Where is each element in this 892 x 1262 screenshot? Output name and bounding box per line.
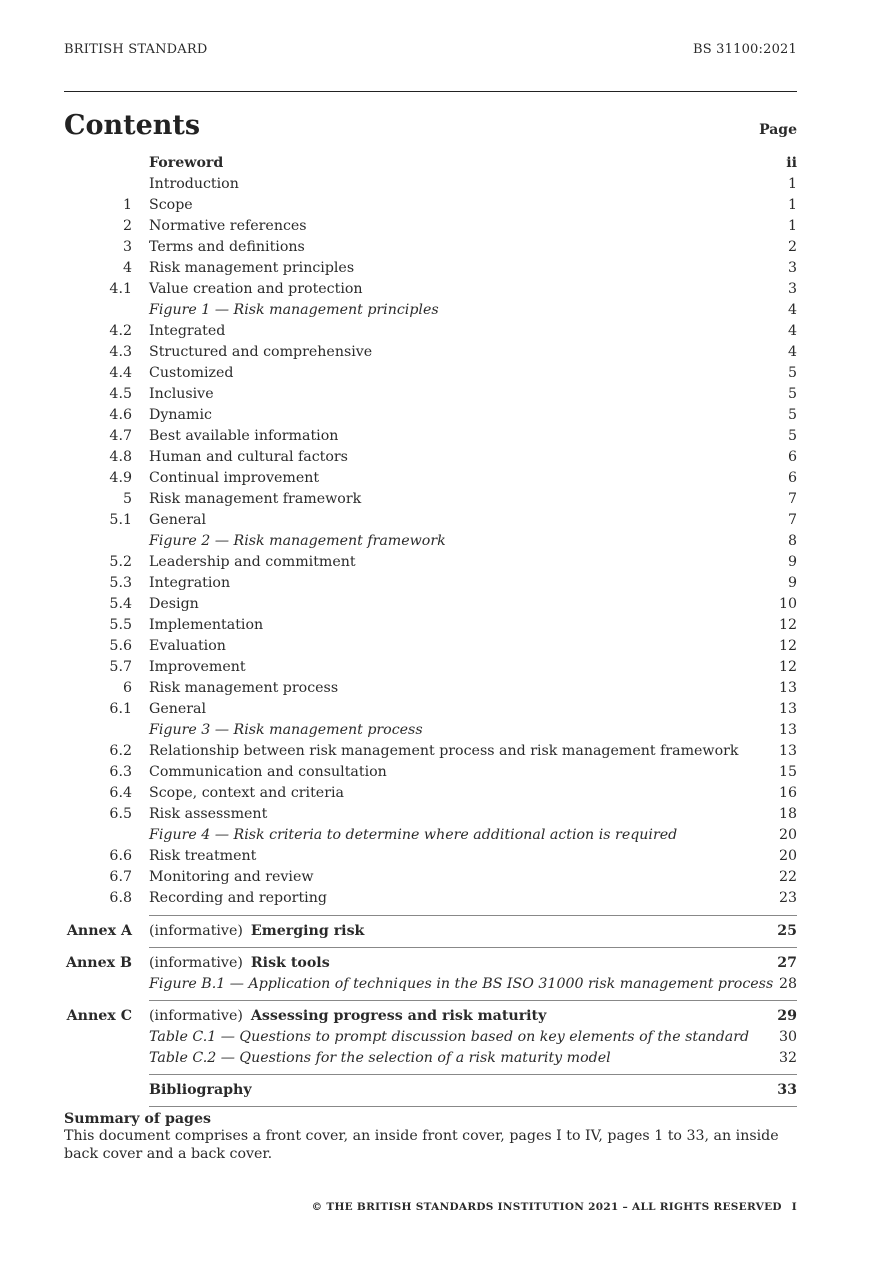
toc-annex-subentry[interactable] (64, 974, 797, 995)
toc-entry-number: 6.2 (109, 743, 132, 759)
toc-entry-title: Risk management framework (149, 491, 362, 507)
annex-kind: (informative) (149, 1008, 243, 1024)
toc-annex (66, 1000, 797, 1074)
toc-entry-page: 5 (787, 386, 797, 402)
toc-entry[interactable] (64, 846, 797, 867)
page-column-label: Page (759, 122, 797, 138)
toc-entry-title: Figure 4 — Risk criteria to determine where additional action is required (149, 827, 678, 843)
toc-entry[interactable] (64, 636, 797, 657)
toc-entry[interactable] (64, 678, 797, 699)
header-left: BRITISH STANDARD (64, 42, 208, 57)
toc-entry[interactable] (64, 615, 797, 636)
toc-entry-page: 1 (787, 197, 797, 213)
toc-entry-title: Best available information (149, 428, 339, 444)
page-number: I (791, 1201, 797, 1213)
toc-figure-entry[interactable] (64, 531, 797, 552)
toc-entry-title: Figure 2 — Risk management framework (149, 533, 446, 549)
toc-entry-title: Scope (149, 197, 193, 213)
annex-subentry-page: 30 (778, 1029, 797, 1045)
toc-entry-title: Continual improvement (149, 470, 320, 486)
toc-entry-page: 13 (778, 722, 797, 738)
toc-entry-title: Integrated (149, 323, 226, 339)
annex-page: 25 (777, 923, 797, 939)
annex-title-group (149, 923, 364, 939)
toc-entry[interactable] (64, 237, 797, 258)
toc-entry[interactable] (64, 321, 797, 342)
toc-bibliography (149, 1074, 797, 1106)
toc-entry-number: 6.5 (109, 806, 132, 822)
toc-entry[interactable] (64, 153, 797, 174)
toc-entry-title: Risk treatment (149, 848, 257, 864)
toc-entry-title: Scope, context and criteria (149, 785, 344, 801)
toc-entry-number: 3 (122, 239, 132, 255)
annex-subentry-page: 28 (778, 976, 797, 992)
toc-annex-entry[interactable] (64, 1006, 797, 1027)
header-rule (64, 91, 797, 92)
annex-subentry-title: Figure B.1 — Application of techniques in the BS ISO 31000 risk management process (149, 976, 774, 992)
toc-entry-page: 2 (787, 239, 797, 255)
toc-entry-title: Evaluation (149, 638, 226, 654)
toc-entry-page: 12 (778, 659, 797, 675)
toc-entry-title: Risk management principles (149, 260, 355, 276)
toc-entry[interactable] (64, 510, 797, 531)
toc-entry-page: 12 (778, 638, 797, 654)
annex-subentry-title: Table C.1 — Questions to prompt discussion based on key elements of the standard (149, 1029, 750, 1045)
toc-entry[interactable] (64, 426, 797, 447)
toc-entry-title: Communication and consultation (149, 764, 387, 780)
toc-entry-page: 10 (778, 596, 797, 612)
annex-page: 29 (777, 1008, 797, 1024)
toc-entry-number: 4 (122, 260, 132, 276)
annex-kind: (informative) (149, 923, 243, 939)
toc-entry-page: 7 (787, 491, 797, 507)
toc-entry-page: 13 (778, 743, 797, 759)
toc-entry-number: 6.6 (109, 848, 132, 864)
toc-entry-number: 5.1 (109, 512, 132, 528)
toc-entry-title: Risk assessment (149, 806, 268, 822)
toc-annex-entry[interactable] (64, 921, 797, 942)
toc-entry-title: Figure 1 — Risk management principles (149, 302, 439, 318)
toc-entry-number: 5.2 (109, 554, 132, 570)
toc-entry-title: Introduction (149, 176, 239, 192)
toc-entry[interactable] (64, 867, 797, 888)
toc-entry-title: Relationship between risk management process and risk management framework (149, 743, 739, 759)
toc-entry-number: 6.3 (109, 764, 132, 780)
toc-entry-title: Implementation (149, 617, 264, 633)
toc-entry-title: Figure 3 — Risk management process (149, 722, 423, 738)
toc-entry-title: Design (149, 596, 199, 612)
toc-entry[interactable] (64, 405, 797, 426)
toc-entry-page: 6 (787, 470, 797, 486)
toc-entry[interactable] (64, 741, 797, 762)
toc-entry-page: 22 (778, 869, 797, 885)
toc-entry-page: 4 (787, 302, 797, 318)
toc-annex-subentry[interactable] (64, 1048, 797, 1069)
toc-entry-number: 5.6 (109, 638, 132, 654)
toc-entry-title: General (149, 512, 207, 528)
toc-entry-page: 13 (778, 680, 797, 696)
annex-label: Annex A (66, 923, 132, 939)
toc-bibliography-entry[interactable] (64, 1080, 797, 1101)
toc-entry-number: 4.9 (109, 470, 132, 486)
toc-entry-page: 3 (787, 281, 797, 297)
toc-entry[interactable] (64, 594, 797, 615)
toc-entry-title: General (149, 701, 207, 717)
toc-entry-title: Customized (149, 365, 234, 381)
annex-title: Risk tools (250, 955, 330, 971)
toc-entry-number: 6.1 (109, 701, 132, 717)
toc-entry[interactable] (64, 762, 797, 783)
toc-end-rule (149, 1106, 797, 1107)
toc-annex-subentry[interactable] (64, 1027, 797, 1048)
page-title: Contents (64, 110, 201, 141)
toc-entry-title: Recording and reporting (149, 890, 327, 906)
toc-entry[interactable] (64, 489, 797, 510)
toc-entry-number: 4.7 (109, 428, 132, 444)
toc-entry-number: 5.4 (109, 596, 132, 612)
toc-entry-page: 6 (787, 449, 797, 465)
toc-entry[interactable] (64, 804, 797, 825)
toc-entry-number: 1 (122, 197, 132, 213)
toc-entry-title: Value creation and protection (149, 281, 363, 297)
toc-entry-page: 9 (787, 575, 797, 591)
annex-title-group (149, 955, 330, 971)
toc-entry[interactable] (64, 783, 797, 804)
annex-subentry-title: Table C.2 — Questions for the selection of a risk maturity model (149, 1050, 611, 1066)
toc-entry-title: Dynamic (149, 407, 212, 423)
toc-entry-title: Foreword (149, 155, 224, 171)
toc-entry[interactable] (64, 573, 797, 594)
toc-entry-number: 4.4 (109, 365, 132, 381)
toc-figure-entry[interactable] (64, 300, 797, 321)
summary-text: This document comprises a front cover, an inside front cover, pages I to IV, pages 1 to 33, an inside back cover and a back cover. (64, 1128, 779, 1162)
toc-entry-number: 4.6 (109, 407, 132, 423)
toc-entry-title: Normative references (149, 218, 307, 234)
toc-annex (65, 947, 797, 1000)
toc-entry-page: 12 (778, 617, 797, 633)
toc-entry[interactable] (64, 699, 797, 720)
copyright-text: © THE BRITISH STANDARDS INSTITUTION 2021 – ALL RIGHTS RESERVED (311, 1201, 782, 1213)
toc-entry-page: ii (786, 155, 797, 171)
toc-entry[interactable] (64, 174, 797, 195)
annex-label: Annex C (66, 1008, 132, 1024)
toc-entry-page: 1 (787, 176, 797, 192)
toc-entry-number: 2 (122, 218, 132, 234)
toc-entry-page: 5 (787, 365, 797, 381)
toc-entry-number: 4.2 (109, 323, 132, 339)
toc-entry[interactable] (64, 447, 797, 468)
table-of-contents (64, 153, 797, 1107)
toc-entry-page: 15 (778, 764, 797, 780)
toc-entry[interactable] (64, 888, 797, 909)
toc-entry-page: 4 (787, 344, 797, 360)
annex-subentry-page: 32 (778, 1050, 797, 1066)
running-header (64, 42, 797, 60)
toc-entry-number: 5.3 (109, 575, 132, 591)
annex-page: 27 (777, 955, 797, 971)
toc-entry-title: Integration (149, 575, 231, 591)
toc-entry-title: Structured and comprehensive (149, 344, 373, 360)
toc-entry[interactable] (64, 468, 797, 489)
toc-entry-page: 9 (787, 554, 797, 570)
toc-entry-number: 5 (122, 491, 132, 507)
toc-entry[interactable] (64, 363, 797, 384)
toc-entry-number: 6 (122, 680, 132, 696)
toc-entry[interactable] (64, 657, 797, 678)
toc-entry-page: 16 (778, 785, 797, 801)
toc-entry-number: 4.5 (109, 386, 132, 402)
annex-title: Assessing progress and risk maturity (250, 1008, 547, 1024)
toc-entry-title: Monitoring and review (149, 869, 314, 885)
toc-entry[interactable] (64, 258, 797, 279)
toc-entry-number: 5.7 (109, 659, 132, 675)
toc-figure-entry[interactable] (64, 720, 797, 741)
toc-entry-title: Leadership and commitment (149, 554, 356, 570)
toc-entry-page: 23 (778, 890, 797, 906)
bibliography-title: Bibliography (149, 1082, 252, 1098)
toc-entry-page: 3 (787, 260, 797, 276)
toc-entry-number: 4.3 (109, 344, 132, 360)
toc-entry-number: 4.1 (109, 281, 132, 297)
header-right: BS 31100:2021 (692, 42, 797, 57)
toc-entry-page: 5 (787, 407, 797, 423)
toc-entry-page: 20 (778, 848, 797, 864)
toc-entry-page: 18 (778, 806, 797, 822)
summary-of-pages (64, 1111, 797, 1163)
toc-entry-page: 7 (787, 512, 797, 528)
toc-entry-title: Improvement (149, 659, 246, 675)
toc-entry[interactable] (64, 195, 797, 216)
toc-entry[interactable] (64, 279, 797, 300)
toc-entry-number: 5.5 (109, 617, 132, 633)
toc-annex-entry[interactable] (64, 953, 797, 974)
annex-title-group (149, 1008, 546, 1024)
toc-annex (66, 915, 797, 947)
toc-entry-page: 20 (778, 827, 797, 843)
annex-label: Annex B (65, 955, 132, 971)
toc-entry-title: Human and cultural factors (149, 449, 348, 465)
toc-entry-page: 8 (787, 533, 797, 549)
toc-entry[interactable] (64, 552, 797, 573)
toc-entry-page: 1 (787, 218, 797, 234)
page-footer (312, 1201, 797, 1213)
toc-entry-page: 13 (778, 701, 797, 717)
bibliography-page: 33 (777, 1082, 797, 1098)
toc-entry-number: 4.8 (109, 449, 132, 465)
toc-entry-number: 6.7 (109, 869, 132, 885)
toc-entry-number: 6.4 (109, 785, 132, 801)
toc-entry-number: 6.8 (109, 890, 132, 906)
toc-figure-entry[interactable] (64, 825, 797, 846)
toc-entry-page: 5 (787, 428, 797, 444)
annex-kind: (informative) (149, 955, 243, 971)
toc-entry-title: Inclusive (149, 386, 214, 402)
toc-entry[interactable] (64, 216, 797, 237)
toc-entry-page: 4 (787, 323, 797, 339)
toc-entry[interactable] (64, 384, 797, 405)
toc-entry-title: Terms and definitions (149, 239, 305, 255)
toc-entry[interactable] (64, 342, 797, 363)
annex-title: Emerging risk (250, 923, 365, 939)
summary-heading: Summary of pages (64, 1111, 211, 1127)
toc-entry-title: Risk management process (149, 680, 339, 696)
